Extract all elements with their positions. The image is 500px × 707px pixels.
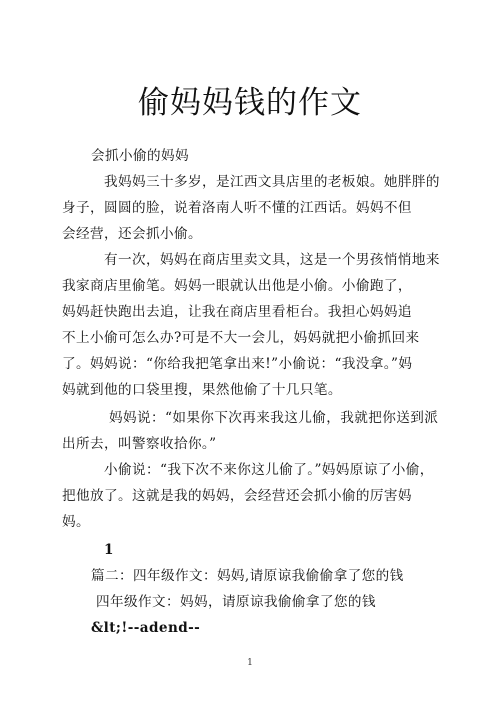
page-marker: 1 [104, 542, 114, 558]
ad-marker: &lt;!--adend-- [91, 620, 201, 636]
paragraph-line: 身子，圆圆的脸，说着洛南人听不懂的江西话。妈妈不但 [62, 200, 412, 216]
paragraph-line: 妈。 [62, 514, 90, 530]
paragraph-line: 小偷说：“我下次不来你这儿偷了。”妈妈原谅了小偷， [104, 462, 434, 478]
paragraph-line: 会经营，还会抓小偷。 [62, 226, 202, 242]
paragraph-line: 妈就到他的口袋里搜，果然他偷了十几只笔。 [62, 382, 342, 398]
paragraph-line: 妈妈赶快跑出去追，让我在商店里看柜台。我担心妈妈追 [62, 304, 412, 320]
page-number: 1 [247, 658, 253, 668]
paragraph-line: 我家商店里偷笔。妈妈一眼就认出他是小偷。小偷跑了， [62, 278, 412, 294]
paragraph-line: 我妈妈三十多岁，是江西文具店里的老板娘。她胖胖的 [104, 174, 440, 190]
document-title: 偷妈妈钱的作文 [138, 85, 362, 121]
paragraph-line: 了。妈妈说：“你给我把笔拿出来!”小偷说：“我没拿。”妈 [62, 356, 413, 372]
section-subheading: 四年级作文：妈妈，请原谅我偷偷拿了您的钱 [96, 594, 376, 610]
paragraph-line: 有一次，妈妈在商店里卖文具，这是一个男孩悄悄地来 [104, 252, 440, 268]
paragraph-line: 出所去，叫警察收拾你。” [62, 436, 217, 452]
subtitle-line: 会抓小偷的妈妈 [91, 148, 189, 164]
section-heading: 篇二：四年级作文：妈妈,请原谅我偷偷拿了您的钱 [91, 568, 404, 584]
paragraph-line: 把他放了。这就是我的妈妈，会经营还会抓小偷的厉害妈 [62, 488, 412, 504]
paragraph-line: 妈妈说：“如果你下次再来我这儿偷，我就把你送到派 [109, 410, 439, 426]
paragraph-line: 不上小偷可怎么办?可是不大一会儿，妈妈就把小偷抓回来 [62, 330, 420, 346]
